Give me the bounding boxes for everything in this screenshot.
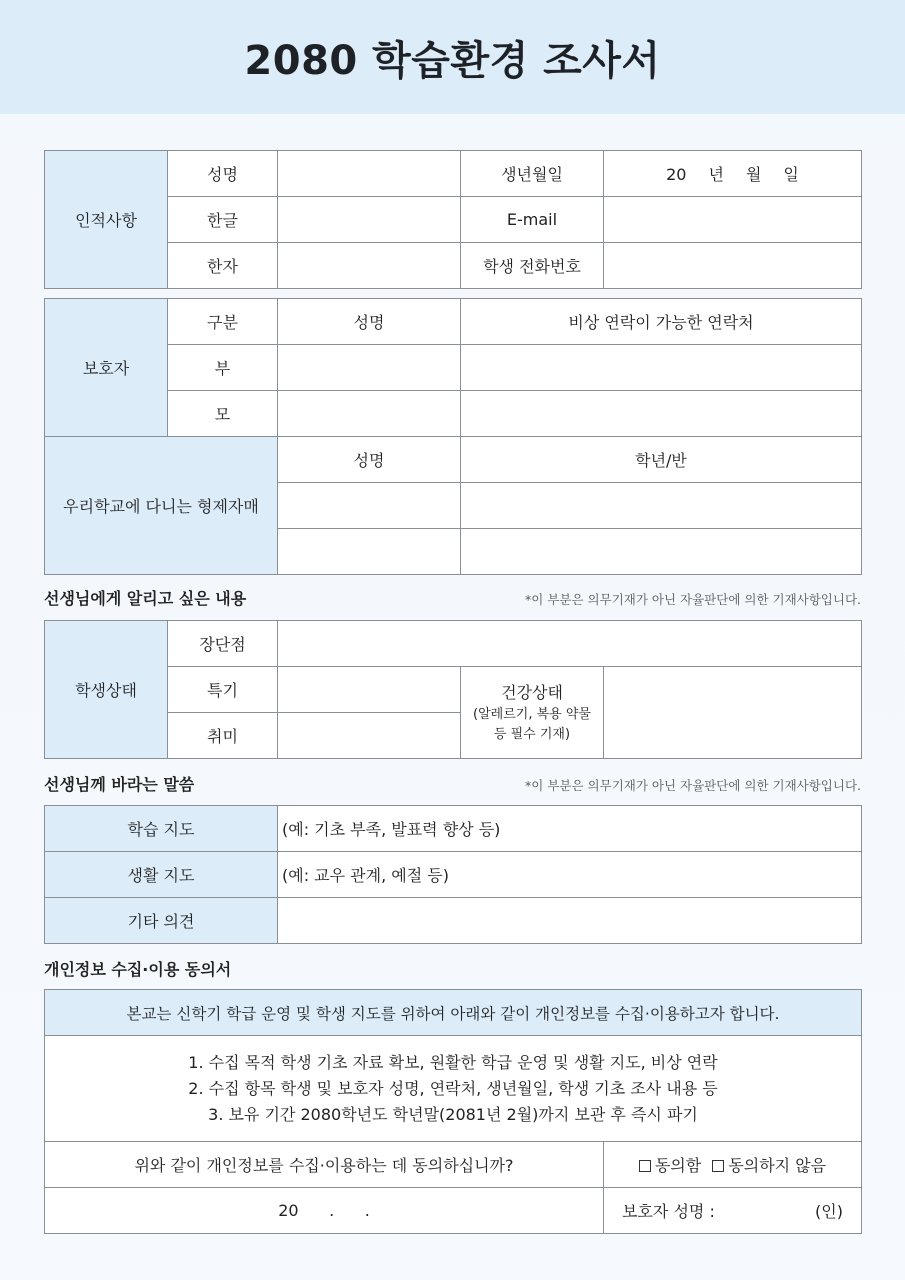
health-label: 건강상태 bbox=[501, 683, 563, 702]
health-sub-1: (알레르기, 복용 약물 bbox=[473, 707, 591, 722]
consent-title: 개인정보 수집·이용 동의서 bbox=[44, 960, 232, 979]
consent-question: 위와 같이 개인정보를 수집·이용하는 데 동의하십니까? bbox=[45, 1142, 604, 1188]
checkbox-icon bbox=[712, 1160, 724, 1172]
student-status-table bbox=[44, 620, 862, 759]
strengths-label: 장단점 bbox=[168, 621, 278, 667]
hangul-label: 한글 bbox=[168, 197, 278, 243]
guardian-sibling-table bbox=[44, 298, 862, 575]
page-title: 2080 학습환경 조사서 bbox=[244, 37, 661, 84]
wishes-note: *이 부분은 의무기재가 아닌 자율판단에 의한 기재사항입니다. bbox=[525, 778, 861, 793]
birthdate-field[interactable] bbox=[604, 151, 862, 197]
disagree-checkbox[interactable] bbox=[712, 1156, 826, 1175]
personal-section-label: 인적사항 bbox=[45, 151, 168, 289]
sibling-2-grade-field[interactable] bbox=[461, 529, 862, 575]
consent-table bbox=[44, 989, 862, 1234]
guardian-header-type: 구분 bbox=[168, 299, 278, 345]
guardian-section-label: 보호자 bbox=[45, 299, 168, 437]
consent-options bbox=[604, 1142, 862, 1188]
consent-item-retention: 3. 보유 기간 2080학년도 학년말(2081년 2월)까지 보관 후 즉시 파기 bbox=[208, 1104, 698, 1124]
other-opinion-label: 기타 의견 bbox=[45, 898, 278, 944]
sibling-1-grade-field[interactable] bbox=[461, 483, 862, 529]
hanja-label: 한자 bbox=[168, 243, 278, 289]
tell-teacher-title: 선생님에게 알리고 싶은 내용 bbox=[44, 589, 247, 608]
email-field[interactable] bbox=[604, 197, 862, 243]
study-guidance-field[interactable]: (예: 기초 부족, 발표력 향상 등) bbox=[278, 806, 862, 852]
birth-year-unit: 년 bbox=[708, 165, 724, 184]
hobby-field[interactable] bbox=[278, 713, 461, 759]
other-opinion-field[interactable] bbox=[278, 898, 862, 944]
sibling-header-grade: 학년/반 bbox=[461, 437, 862, 483]
personal-info-table bbox=[44, 150, 862, 289]
study-guidance-label: 학습 지도 bbox=[45, 806, 278, 852]
birth-month-unit: 월 bbox=[745, 165, 762, 184]
consent-date-text: 20 . . bbox=[278, 1201, 370, 1220]
health-field[interactable] bbox=[604, 667, 862, 759]
wishes-table bbox=[44, 805, 862, 944]
siblings-section-label: 우리학교에 다니는 형제자매 bbox=[45, 437, 278, 575]
email-label: E-mail bbox=[461, 197, 604, 243]
strengths-field[interactable] bbox=[278, 621, 862, 667]
father-contact-field[interactable] bbox=[461, 345, 862, 391]
page-header bbox=[0, 0, 905, 114]
student-phone-field[interactable] bbox=[604, 243, 862, 289]
student-status-label: 학생상태 bbox=[45, 621, 168, 759]
talent-field[interactable] bbox=[278, 667, 461, 713]
agree-checkbox[interactable] bbox=[639, 1156, 701, 1175]
name-field[interactable] bbox=[278, 151, 461, 197]
life-guidance-label: 생활 지도 bbox=[45, 852, 278, 898]
health-sub-2: 등 필수 기재) bbox=[493, 727, 571, 742]
hanja-name-field[interactable] bbox=[278, 243, 461, 289]
student-phone-label: 학생 전화번호 bbox=[461, 243, 604, 289]
birthdate-label: 생년월일 bbox=[461, 151, 604, 197]
checkbox-icon bbox=[639, 1160, 651, 1172]
sibling-header-name: 성명 bbox=[278, 437, 461, 483]
disagree-label: 동의하지 않음 bbox=[728, 1156, 827, 1175]
father-label: 부 bbox=[168, 345, 278, 391]
mother-contact-field[interactable] bbox=[461, 391, 862, 437]
life-guidance-field[interactable]: (예: 교우 관계, 예절 등) bbox=[278, 852, 862, 898]
consent-intro: 본교는 신학기 학급 운영 및 학생 지도를 위하여 아래와 같이 개인정보를 수집·이용하고자 합니다. bbox=[45, 990, 862, 1036]
agree-label: 동의함 bbox=[654, 1156, 702, 1175]
consent-item-purpose: 1. 수집 목적 학생 기초 자료 확보, 원활한 학급 운영 및 생활 지도, 비상 연락 bbox=[188, 1052, 718, 1072]
guardian-header-name: 성명 bbox=[278, 299, 461, 345]
seal-label: (인) bbox=[815, 1202, 843, 1221]
guardian-header-contact: 비상 연락이 가능한 연락처 bbox=[461, 299, 862, 345]
sibling-2-name-field[interactable] bbox=[278, 529, 461, 575]
talent-label: 특기 bbox=[168, 667, 278, 713]
hobby-label: 취미 bbox=[168, 713, 278, 759]
tell-teacher-note: *이 부분은 의무기재가 아닌 자율판단에 의한 기재사항입니다. bbox=[525, 592, 861, 607]
guardian-signature-field[interactable] bbox=[604, 1188, 862, 1234]
sibling-1-name-field[interactable] bbox=[278, 483, 461, 529]
birth-year-prefix: 20 bbox=[666, 165, 687, 184]
health-label-cell bbox=[461, 667, 604, 759]
birth-day-unit: 일 bbox=[783, 165, 799, 184]
name-label: 성명 bbox=[168, 151, 278, 197]
wishes-title: 선생님께 바라는 말씀 bbox=[44, 775, 195, 794]
consent-date-field[interactable] bbox=[45, 1188, 604, 1234]
consent-items bbox=[45, 1036, 862, 1142]
consent-item-fields: 2. 수집 항목 학생 및 보호자 성명, 연락처, 생년월일, 학생 기초 조사 내용 등 bbox=[188, 1078, 718, 1098]
hangul-name-field[interactable] bbox=[278, 197, 461, 243]
father-name-field[interactable] bbox=[278, 345, 461, 391]
mother-label: 모 bbox=[168, 391, 278, 437]
mother-name-field[interactable] bbox=[278, 391, 461, 437]
signature-label: 보호자 성명 : bbox=[622, 1202, 715, 1221]
